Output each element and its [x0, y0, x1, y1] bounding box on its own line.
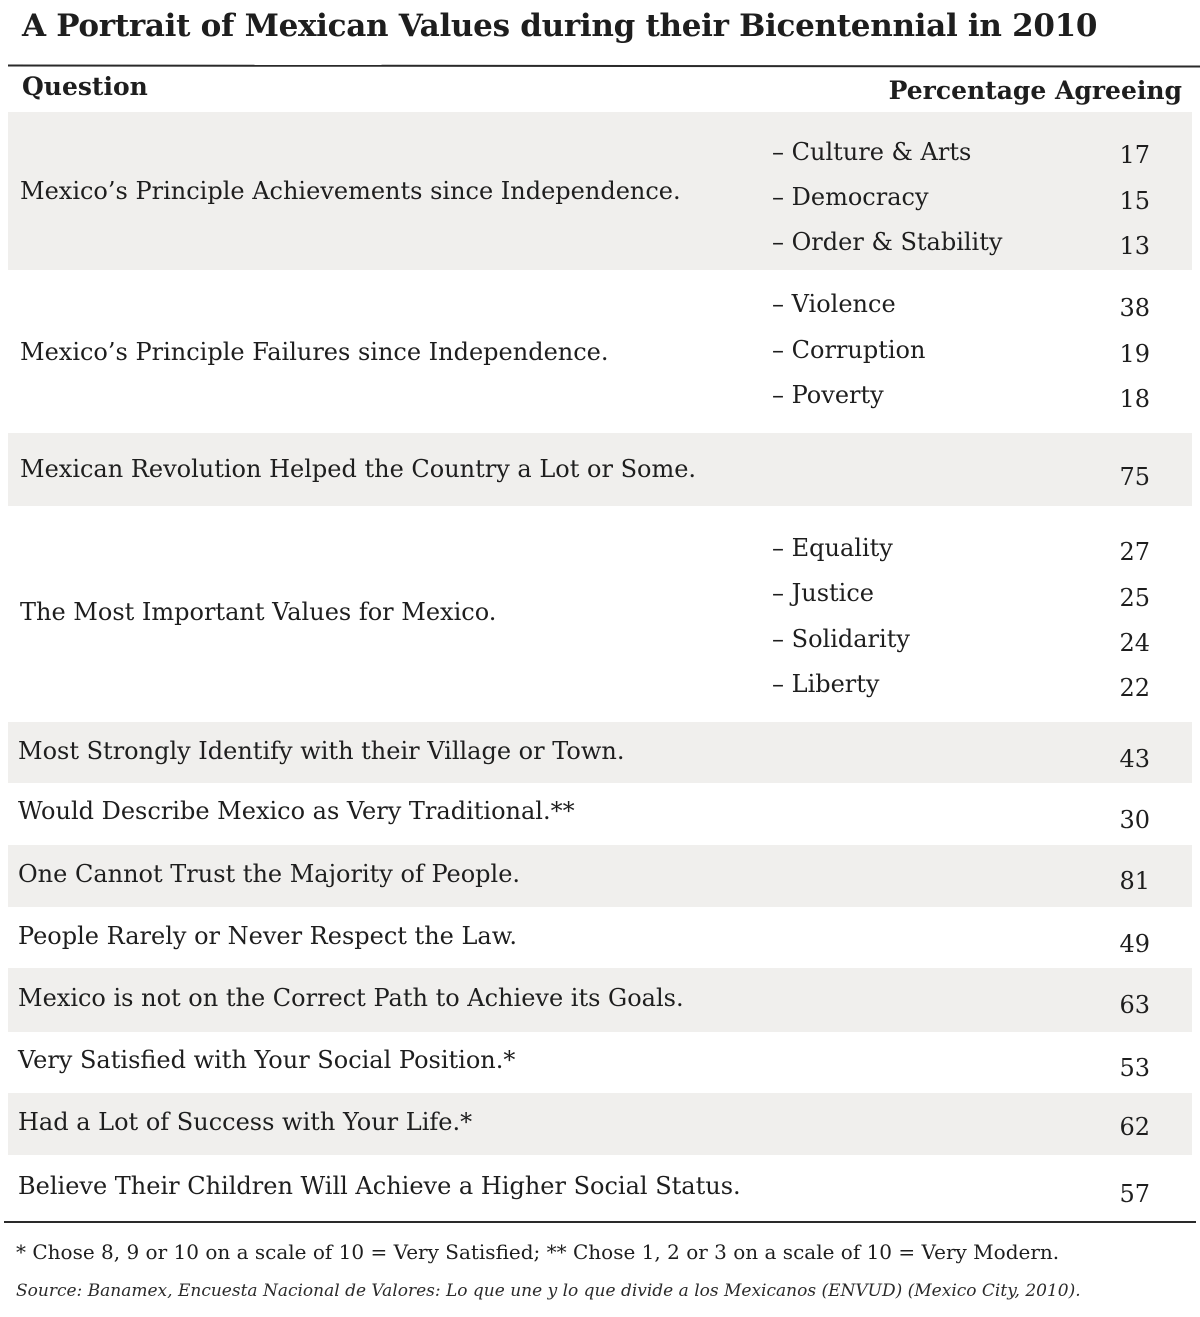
top-rule	[8, 64, 1200, 67]
sub-item-label: – Liberty	[772, 670, 880, 698]
table-row	[8, 968, 1192, 1032]
question-text: People Rarely or Never Respect the Law.	[18, 922, 518, 950]
sub-item-value: 19	[1119, 340, 1150, 368]
question-text: Mexico’s Principle Achievements since Independence.	[20, 177, 681, 205]
row-value: 53	[1119, 1054, 1150, 1082]
sub-item-value: 13	[1119, 232, 1150, 260]
sub-item-label: – Culture & Arts	[772, 138, 972, 166]
table-row	[8, 270, 1192, 433]
sub-item-value: 27	[1119, 538, 1150, 566]
sub-item-label: – Poverty	[772, 381, 884, 409]
question-text: Mexican Revolution Helped the Country a Lot or Some.	[20, 455, 697, 483]
column-header-percentage: Percentage Agreeing	[888, 76, 1182, 105]
row-value: 81	[1119, 867, 1150, 895]
table-row	[8, 907, 1192, 968]
source-citation: Source: Banamex, Encuesta Nacional de Valores: Lo que une y lo que divide a los Mexicanos (ENVUD) (Mexico City, 2010).	[16, 1281, 1081, 1301]
sub-item-label: – Democracy	[772, 183, 929, 211]
sub-item-value: 15	[1119, 187, 1150, 215]
table-title: A Portrait of Mexican Values during their Bicentennial in 2010	[22, 8, 1098, 44]
row-value: 63	[1119, 991, 1150, 1019]
question-text: The Most Important Values for Mexico.	[20, 598, 497, 626]
sub-item-value: 17	[1119, 141, 1150, 169]
row-value: 62	[1119, 1113, 1150, 1141]
sub-item-label: – Justice	[772, 579, 874, 607]
question-text: Mexico’s Principle Failures since Independence.	[20, 338, 609, 366]
sub-item-value: 22	[1119, 674, 1150, 702]
table-row	[8, 722, 1192, 783]
question-text: One Cannot Trust the Majority of People.	[18, 860, 521, 888]
sub-item-label: – Violence	[772, 290, 896, 318]
table-row	[8, 845, 1192, 907]
row-value: 43	[1119, 745, 1150, 773]
table-row	[8, 112, 1192, 270]
footnote: * Chose 8, 9 or 10 on a scale of 10 = Very Satisfied; ** Chose 1, 2 or 3 on a scale of 10 = Very Modern.	[16, 1240, 1060, 1264]
question-text: Had a Lot of Success with Your Life.*	[18, 1108, 473, 1136]
sub-item-value: 25	[1119, 584, 1150, 612]
sub-item-label: – Solidarity	[772, 625, 910, 653]
table-row	[8, 783, 1192, 845]
table-row	[8, 1032, 1192, 1093]
column-header-question: Question	[22, 72, 148, 101]
question-text: Would Describe Mexico as Very Traditional.**	[18, 797, 575, 825]
row-value: 75	[1119, 463, 1150, 491]
sub-item-label: – Equality	[772, 534, 893, 562]
row-value: 57	[1119, 1180, 1150, 1208]
sub-item-value: 18	[1119, 385, 1150, 413]
table-row	[8, 1093, 1192, 1155]
row-value: 49	[1119, 930, 1150, 958]
sub-item-value: 38	[1119, 294, 1150, 322]
question-text: Most Strongly Identify with their Village or Town.	[18, 737, 625, 765]
bottom-rule	[4, 1221, 1196, 1223]
question-text: Mexico is not on the Correct Path to Achieve its Goals.	[18, 984, 684, 1012]
question-text: Believe Their Children Will Achieve a Higher Social Status.	[18, 1172, 741, 1200]
row-value: 30	[1119, 806, 1150, 834]
table-row	[8, 433, 1192, 506]
sub-item-value: 24	[1119, 629, 1150, 657]
table-row	[8, 1155, 1192, 1217]
table-row	[8, 506, 1192, 722]
question-text: Very Satisfied with Your Social Position.*	[18, 1046, 516, 1074]
sub-item-label: – Corruption	[772, 336, 926, 364]
sub-item-label: – Order & Stability	[772, 228, 1003, 256]
